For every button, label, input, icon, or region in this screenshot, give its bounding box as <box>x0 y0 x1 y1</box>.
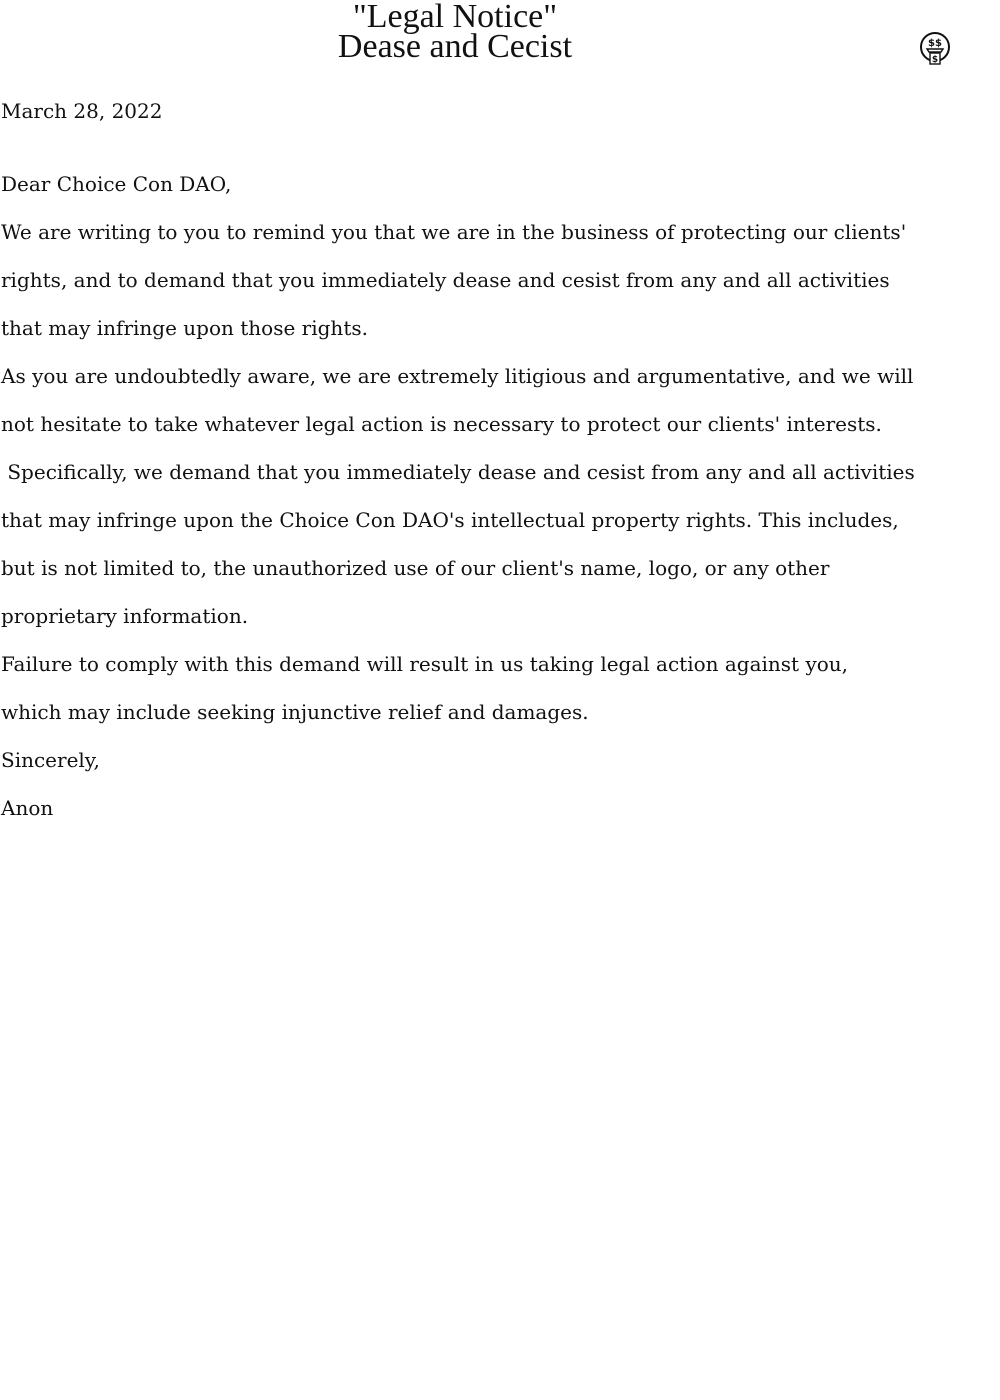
salutation: Dear Choice Con DAO, <box>1 172 232 196</box>
body-line: not hesitate to take whatever legal action is necessary to protect our clients' interests. <box>1 412 882 436</box>
title-line-legal-notice: "Legal Notice" <box>352 0 558 35</box>
body-line: rights, and to demand that you immediately dease and cesist from any and all activities <box>1 268 890 292</box>
document-title <box>250 0 660 65</box>
body-line: which may include seeking injunctive relief and damages. <box>1 700 589 724</box>
letter-body <box>1 160 991 832</box>
letter-date: March 28, 2022 <box>1 99 163 123</box>
logo-top-marks: $$ <box>928 38 942 49</box>
letter-header <box>0 0 1000 80</box>
logo-bottom-mark: $ <box>931 55 939 65</box>
body-line: that may infringe upon those rights. <box>1 316 368 340</box>
body-line: but is not limited to, the unauthorized use of our client's name, logo, or any other <box>1 556 830 580</box>
body-line: Specifically, we demand that you immediately dease and cesist from any and all activities <box>1 460 915 484</box>
closing: Sincerely, <box>1 748 100 772</box>
body-line: Failure to comply with this demand will result in us taking legal action against you, <box>1 652 849 676</box>
body-line: proprietary information. <box>1 604 249 628</box>
signature-name: Anon <box>1 796 54 820</box>
money-face-icon <box>919 32 951 66</box>
title-line-dease-and-cecist: Dease and Cecist <box>337 28 573 65</box>
body-line: We are writing to you to remind you that we are in the business of protecting our clients' <box>1 220 907 244</box>
body-line: As you are undoubtedly aware, we are extremely litigious and argumentative, and we will <box>1 364 914 388</box>
body-line: that may infringe upon the Choice Con DAO's intellectual property rights. This includes, <box>1 508 899 532</box>
